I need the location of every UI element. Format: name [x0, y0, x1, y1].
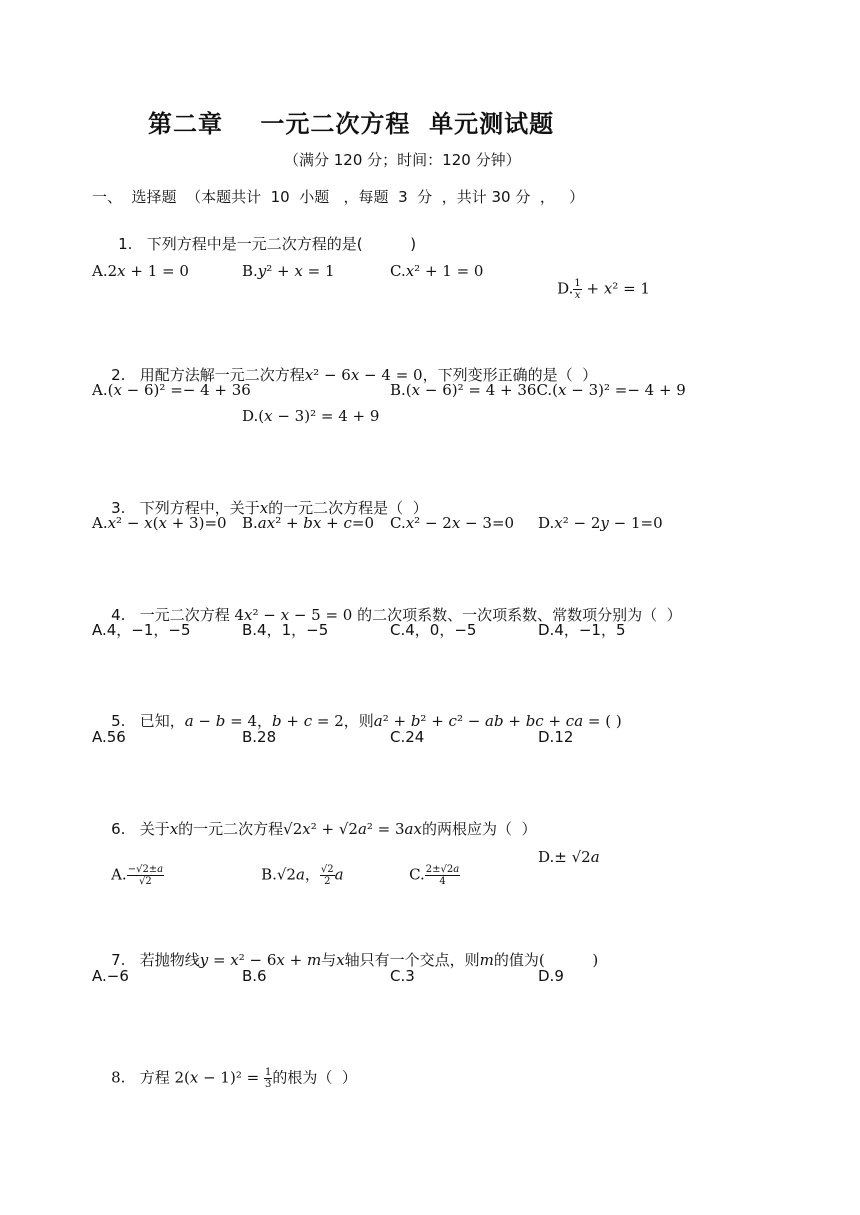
- exam-subtitle: （满分 120 分；时间：120 分钟）: [284, 151, 521, 169]
- question-number: 5.: [111, 712, 126, 730]
- q3-option-b: B.𝑎𝑥² + 𝑏𝑥 + 𝑐=0: [242, 514, 374, 532]
- q1-option-b: B.𝑦² + 𝑥 = 1: [242, 262, 335, 280]
- q7-option-a: A.−6: [92, 967, 129, 985]
- question-number: 1.: [118, 235, 133, 253]
- fraction: [320, 864, 335, 887]
- q6-option-b: [242, 844, 344, 907]
- q7-option-c: C.3: [390, 967, 415, 985]
- question-7: [92, 930, 598, 990]
- q7-option-b: B.6: [242, 967, 267, 985]
- fraction: [425, 864, 460, 887]
- option-rest: + 𝑥² = 1: [581, 279, 650, 298]
- fraction-numerator: 2±√2𝑎: [425, 864, 460, 875]
- fraction-denominator: 𝑥: [574, 290, 581, 301]
- q4-option-a: A.4，−1，−5: [92, 621, 191, 639]
- q6-option-c: [390, 844, 460, 907]
- q1-option-c: C.𝑥² + 1 = 0: [390, 262, 484, 280]
- option-prefix: C.: [409, 865, 425, 884]
- q5-option-c: C.24: [390, 728, 425, 746]
- fraction: [127, 864, 164, 887]
- question-stem: 用配方法解一元二次方程𝑥² − 6𝑥 − 4 = 0，下列变形正确的是（ ）: [139, 366, 598, 384]
- q5-option-a: A.56: [92, 728, 126, 746]
- question-stem: 一元二次方程 4𝑥² − 𝑥 − 5 = 0 的二次项系数、一次项系数、常数项分别为（ ）: [139, 606, 682, 624]
- fraction-denominator: 3: [264, 1079, 272, 1090]
- q4-option-b: B.4，1，−5: [242, 621, 329, 639]
- q1-option-a: A.2𝑥 + 1 = 0: [92, 262, 189, 280]
- fraction: [573, 278, 581, 301]
- q1-option-d: [538, 258, 650, 321]
- q6-option-d: D.± √2𝑎: [538, 848, 600, 866]
- question-stem: 下列方程中，关于𝑥的一元二次方程是（ ）: [139, 499, 428, 517]
- question-number: 6.: [111, 820, 126, 838]
- q2-option-a: A.(𝑥 − 6)² =− 4 + 36: [92, 381, 251, 399]
- option-prefix: A.: [111, 865, 127, 884]
- q5-option-d: D.12: [538, 728, 574, 746]
- q6-option-a: [92, 844, 164, 907]
- question-number: 7.: [111, 951, 126, 969]
- question-stem: 若抛物线𝑦 = 𝑥² − 6𝑥 + 𝑚与𝑥轴只有一个交点，则𝑚的值为( ): [139, 951, 599, 969]
- fraction-numerator: −√2±𝑎: [127, 864, 164, 875]
- fraction-numerator: 1: [574, 278, 581, 289]
- question-8: [92, 1047, 357, 1110]
- section-heading: 一、 选择题 （本题共计 10 小题 ，每题 3 分 ，共计 30 分 ， ）: [92, 188, 585, 206]
- q2-option-bc: B.(𝑥 − 6)² = 4 + 36C.(𝑥 − 3)² =− 4 + 9: [390, 381, 686, 399]
- q5-option-b: B.28: [242, 728, 277, 746]
- fraction-denominator: 4: [439, 876, 446, 887]
- question-stem: 下列方程中是一元二次方程的是( ): [146, 235, 417, 253]
- fraction-denominator: √2: [139, 876, 152, 887]
- question-stem-rest: 的根为（ ）: [272, 1068, 357, 1087]
- question-stem: 已知，𝑎 − 𝑏 = 4，𝑏 + 𝑐 = 2，则𝑎² + 𝑏² + 𝑐² − 𝑎𝑏 + 𝑏𝑐 + 𝑐𝑎 = ( ): [139, 712, 622, 730]
- question-stem-prefix: 方程 2(𝑥 − 1)² =: [139, 1068, 264, 1087]
- fraction-denominator: 2: [324, 876, 331, 887]
- q4-option-d: D.4，−1，5: [538, 621, 626, 639]
- q3-option-a: A.𝑥² − 𝑥(𝑥 + 3)=0: [92, 514, 227, 532]
- q2-option-d: D.(𝑥 − 3)² = 4 + 9: [242, 407, 380, 425]
- option-rest: 𝑎: [334, 865, 344, 884]
- fraction-numerator: 1: [264, 1067, 272, 1078]
- question-stem: 关于𝑥的一元二次方程√2𝑥² + √2𝑎² = 3𝑎𝑥的两根应为（ ）: [139, 820, 537, 838]
- fraction-numerator: √2: [320, 864, 334, 875]
- q3-option-c: C.𝑥² − 2𝑥 − 3=0: [390, 514, 515, 532]
- q4-option-c: C.4，0，−5: [390, 621, 477, 639]
- q3-option-d: D.𝑥² − 2𝑦 − 1=0: [538, 514, 663, 532]
- question-number: 3.: [111, 499, 126, 517]
- q7-option-d: D.9: [538, 967, 564, 985]
- option-prefix: B.√2𝑎，: [261, 865, 320, 884]
- option-prefix: D.: [557, 279, 574, 298]
- question-number: 2.: [111, 366, 126, 384]
- page-title: 第二章 一元二次方程 单元测试题: [148, 110, 555, 138]
- question-number: 4.: [111, 606, 126, 624]
- question-number: 8.: [111, 1068, 126, 1087]
